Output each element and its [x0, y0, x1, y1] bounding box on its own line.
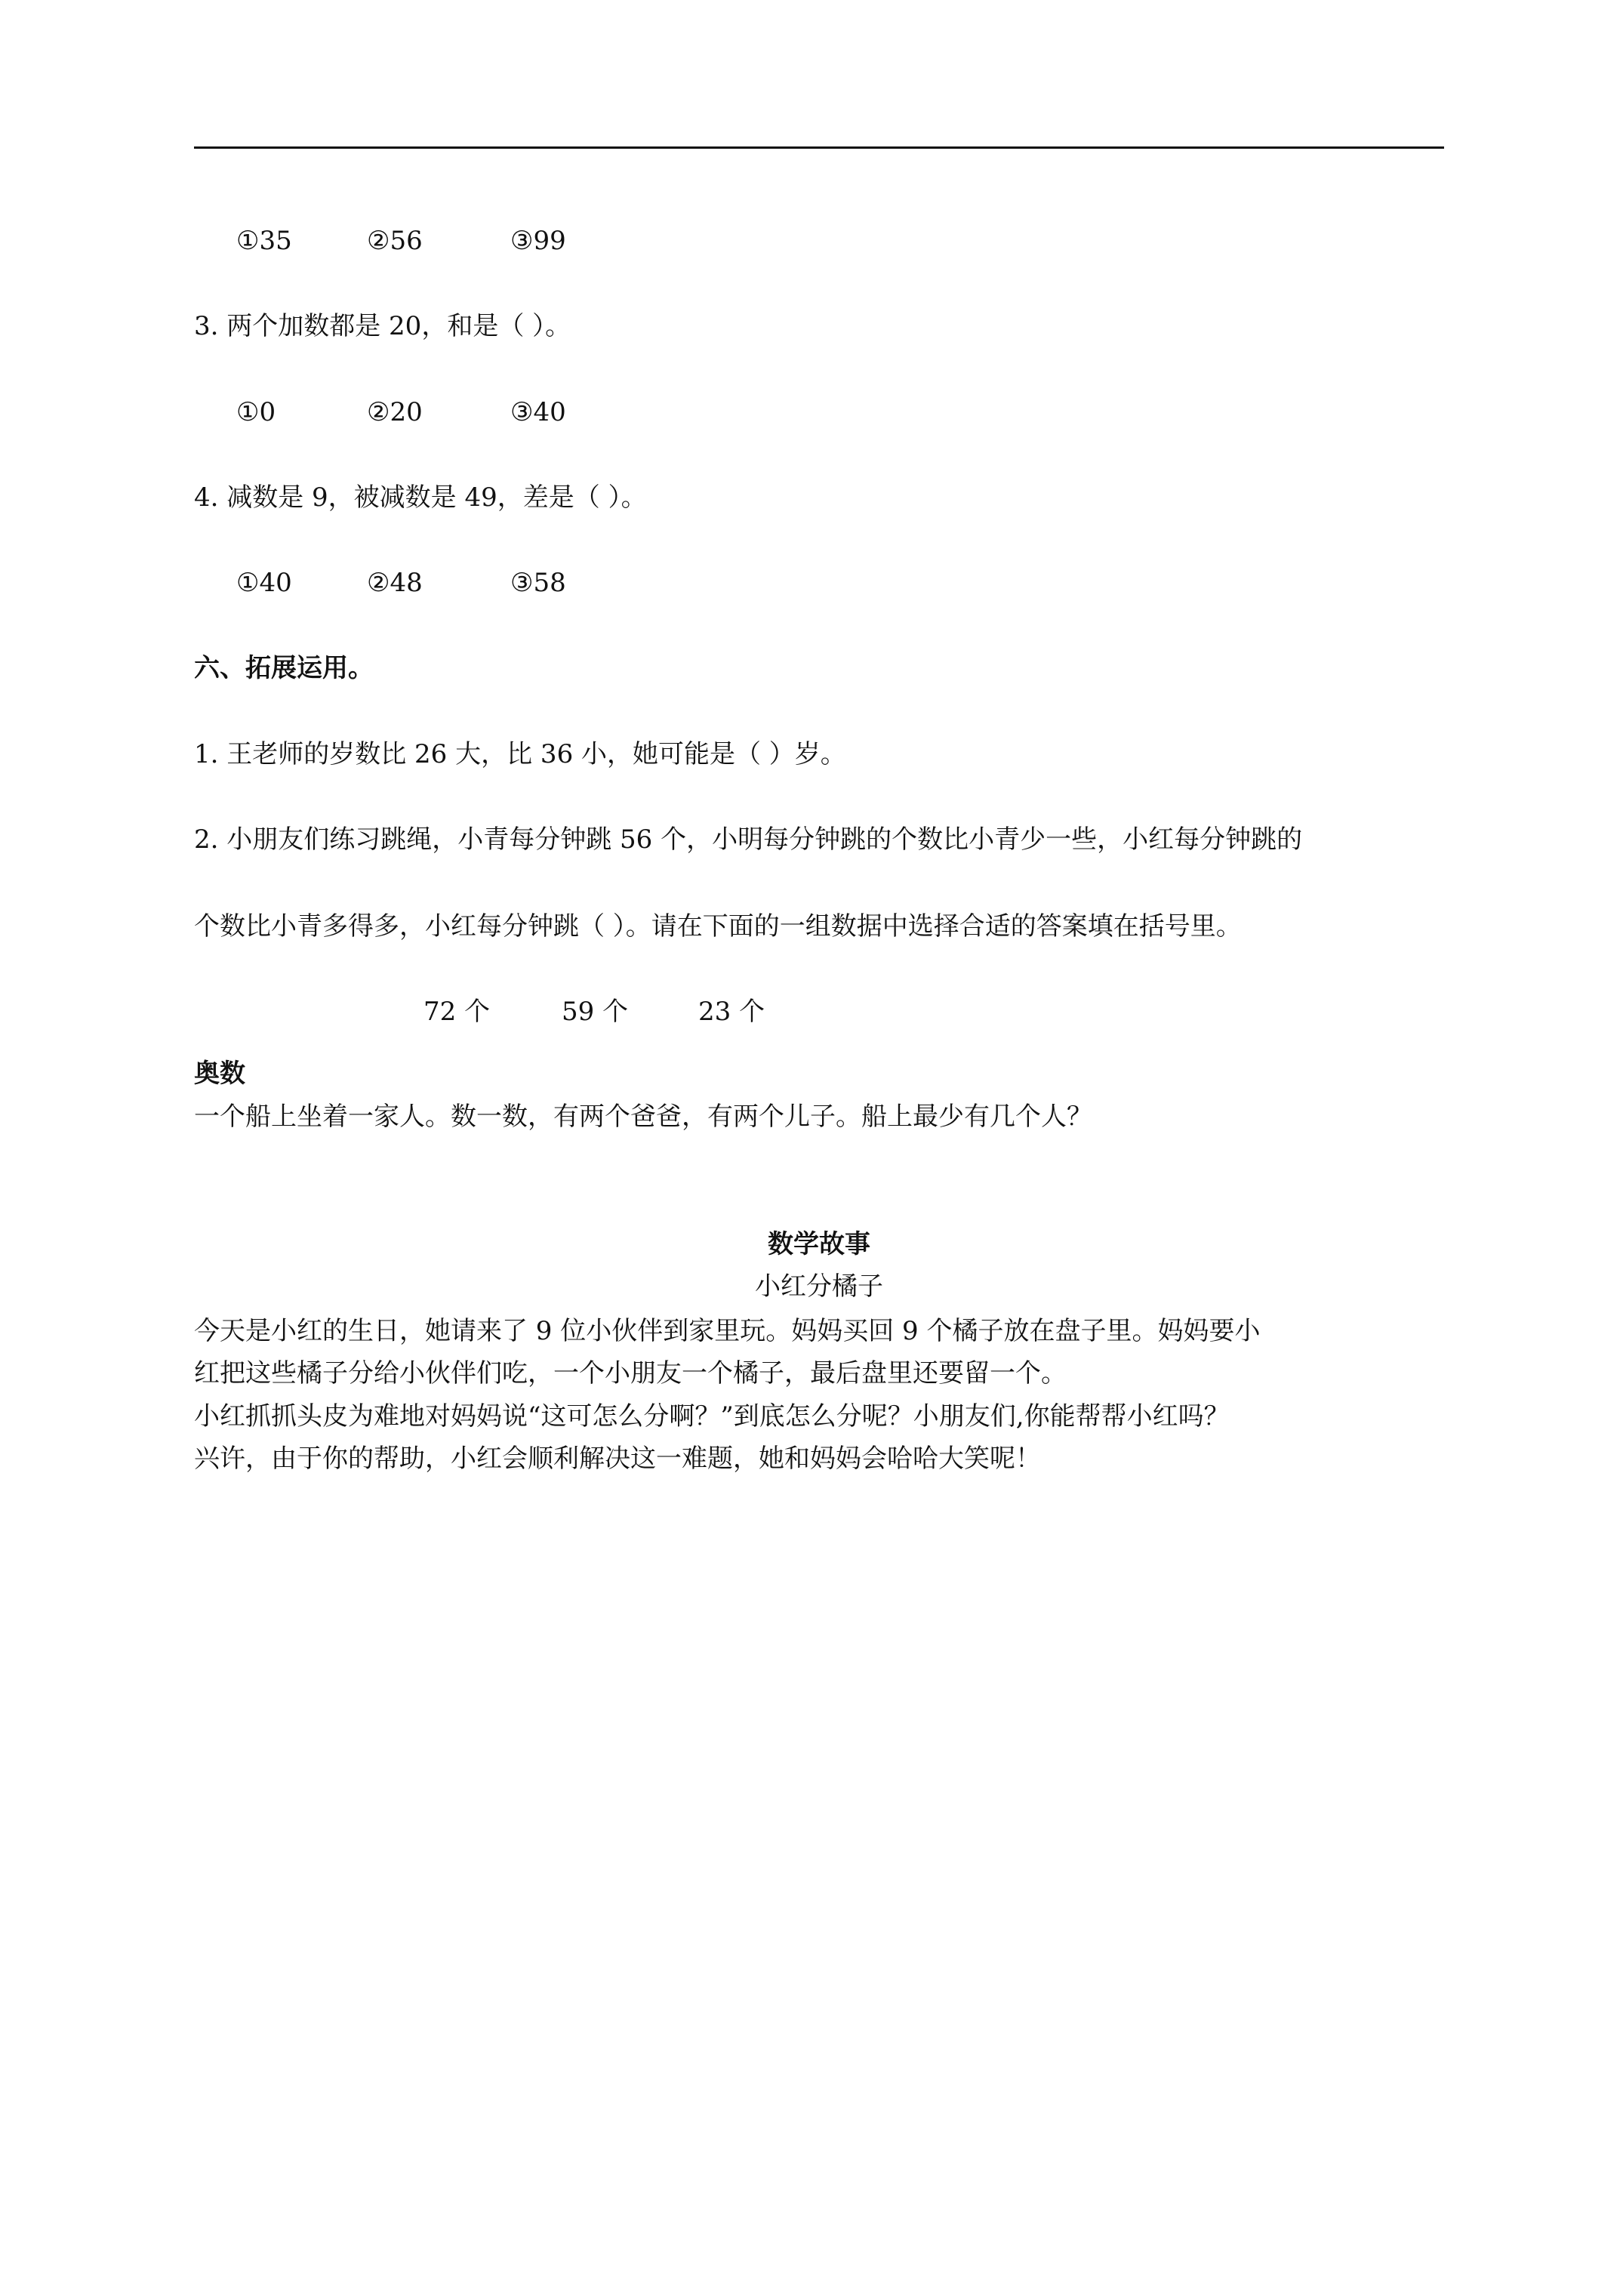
section-6-title: 六、拓展运用。: [194, 653, 374, 683]
story-paragraph-2-line-2: 兴许，由于你的帮助，小红会顺利解决这一难题，她和妈妈会哈哈大笑呢！: [194, 1444, 1041, 1474]
section-6-question-2-line-2: 个数比小青多得多，小红每分钟跳（ ）。请在下面的一组数据中选择合适的答案填在括号里。: [194, 911, 1242, 942]
question-4: 4. 减数是 9，被减数是 49，差是（ ）。: [194, 482, 647, 513]
olympiad-title: 奥数: [194, 1059, 245, 1089]
story-paragraph-2-line-1: 小红抓抓头皮为难地对妈妈说“这可怎么分啊？”到底怎么分呢？小朋友们,你能帮帮小红吗？: [194, 1401, 1230, 1432]
story-subtitle: 小红分橘子: [755, 1271, 883, 1302]
story-heading: 数学故事: [768, 1229, 870, 1259]
q2-option-2: ②56: [367, 226, 423, 256]
q3-option-1: ①0: [236, 397, 276, 427]
q4-option-3: ③58: [510, 568, 566, 598]
q3-option-3: ③40: [510, 397, 566, 427]
q4-option-2: ②48: [367, 568, 423, 598]
q4-option-1: ①40: [236, 568, 292, 598]
story-paragraph-1-line-2: 红把这些橘子分给小伙伴们吃，一个小朋友一个橘子，最后盘里还要留一个。: [194, 1358, 1067, 1388]
answer-choice-3: 23 个: [698, 997, 765, 1027]
olympiad-question: 一个船上坐着一家人。数一数，有两个爸爸，有两个儿子。船上最少有几个人？: [194, 1102, 1092, 1132]
answer-choice-2: 59 个: [562, 997, 629, 1027]
story-paragraph-1-line-1: 今天是小红的生日，她请来了 9 位小伙伴到家里玩。妈妈买回 9 个橘子放在盘子里。妈妈要小: [194, 1316, 1261, 1346]
q2-option-1: ①35: [236, 226, 292, 256]
section-6-question-2-line-1: 2. 小朋友们练习跳绳，小青每分钟跳 56 个，小明每分钟跳的个数比小青少一些，小红每分钟跳的: [194, 824, 1303, 855]
q2-option-3: ③99: [510, 226, 566, 256]
q3-option-2: ②20: [367, 397, 423, 427]
header-rule: [194, 146, 1444, 149]
question-3: 3. 两个加数都是 20，和是（ ）。: [194, 311, 571, 341]
section-6-question-1: 1. 王老师的岁数比 26 大，比 36 小，她可能是（ ）岁。: [194, 739, 846, 769]
answer-choice-1: 72 个: [423, 997, 491, 1027]
